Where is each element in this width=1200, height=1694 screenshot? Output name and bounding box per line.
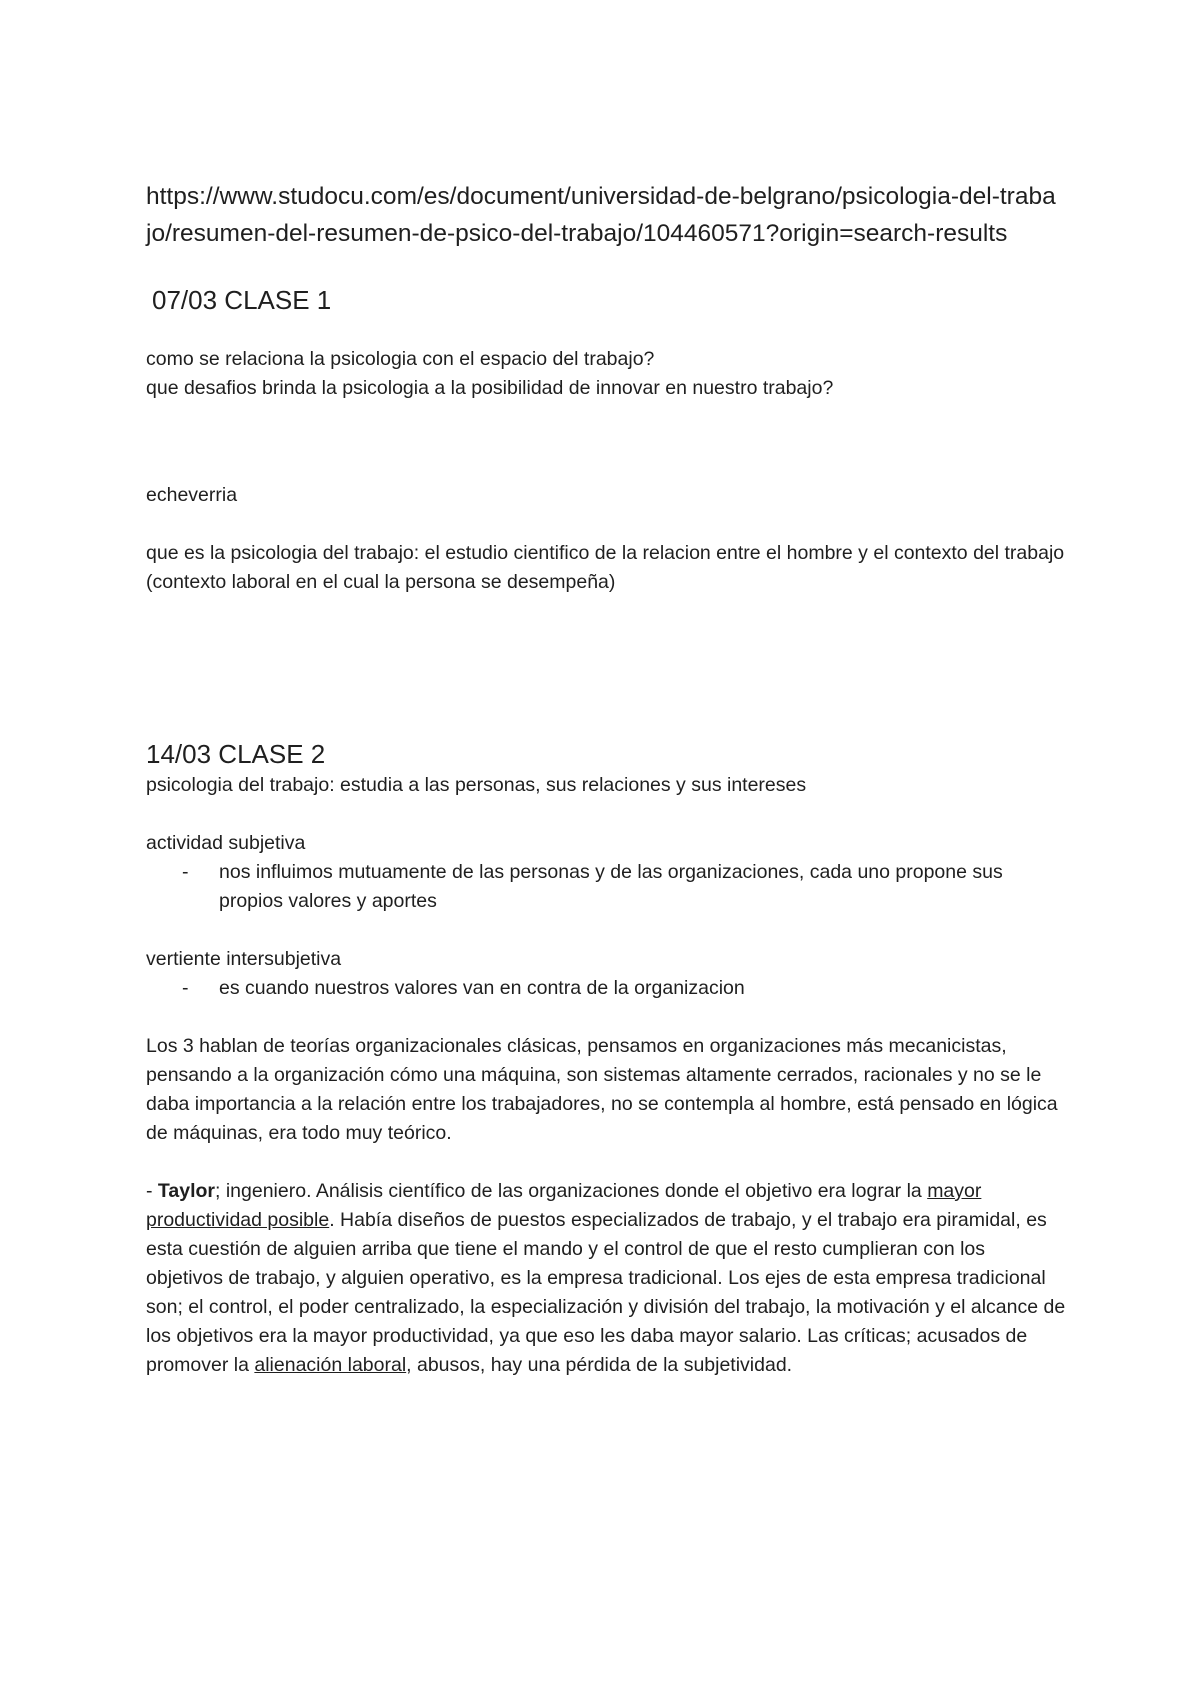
taylor-text-1: ; ingeniero. Análisis científico de las organizaciones donde el objetivo era lograr la xyxy=(215,1180,928,1202)
question-1: como se relaciona la psicologia con el espacio del trabajo? xyxy=(146,348,655,370)
clase-2-heading: 14/03 CLASE 2 xyxy=(146,739,326,769)
taylor-paragraph xyxy=(146,1177,1066,1380)
taylor-text-2: . Había diseños de puestos especializados de trabajo, y el trabajo era piramidal, es esta cuestión de alguien arriba que tiene el mando y el control de que el resto cumplieran con los objetivos de trabajo, y alguien operativo, es la empresa tradicional. Los ejes de esta empresa tradicional son; el control, el poder centralizado, la especialización y división del trabajo, la motivación y el alcance de los objetivos era la mayor productividad, ya que eso les daba mayor salario. Las críticas; acusados de promover la xyxy=(146,1209,1066,1376)
source-url: https://www.studocu.com/es/document/universidad-de-belgrano/psicologia-del-trabajo/resumen-del-resumen-de-psico-del-trabajo/104460571?origin=search-results xyxy=(146,183,1056,247)
question-2: que desafios brinda la psicologia a la posibilidad de innovar en nuestro trabajo? xyxy=(146,377,834,399)
classic-theories-paragraph: Los 3 hablan de teorías organizacionales clásicas, pensamos en organizaciones más mecanicistas, pensando a la organización cómo una máquina, son sistemas altamente cerrados, racionales y no se le daba importancia a la relación entre los trabajadores, no se contempla al hombre, está pensado en lógica de máquinas, era todo muy teórico. xyxy=(146,1035,1058,1144)
underlined-term-alienation: alienación laboral xyxy=(254,1354,407,1376)
subjective-list xyxy=(146,858,1066,916)
taylor-prefix: - xyxy=(146,1180,158,1202)
subjective-label: actividad subjetiva xyxy=(146,832,306,854)
author-note: echeverria xyxy=(146,484,238,506)
taylor-text-3: , abusos, hay una pérdida de la subjetividad. xyxy=(406,1354,793,1376)
clase-2-intro: psicologia del trabajo: estudia a las personas, sus relaciones y sus intereses xyxy=(146,774,807,796)
intersubjective-list xyxy=(146,974,1066,1003)
dash-bullet: - xyxy=(182,977,189,999)
list-item xyxy=(146,858,1066,916)
list-item-text: nos influimos mutuamente de las personas y de las organizaciones, cada uno propone sus propios valores y aportes xyxy=(219,861,1003,912)
underlined-term-productivity: mayor productividad posible xyxy=(146,1180,982,1231)
intersubjective-label: vertiente intersubjetiva xyxy=(146,948,342,970)
clase-1-heading: 07/03 CLASE 1 xyxy=(152,285,332,315)
dash-bullet: - xyxy=(182,861,189,883)
list-item-text: es cuando nuestros valores van en contra de la organizacion xyxy=(219,977,745,999)
list-item xyxy=(146,974,1066,1003)
taylor-name: Taylor xyxy=(157,1180,215,1202)
definition-paragraph: que es la psicologia del trabajo: el estudio cientifico de la relacion entre el hombre y el contexto del trabajo (contexto laboral en el cual la persona se desempeña) xyxy=(146,542,1065,593)
document-content xyxy=(146,178,1066,1380)
